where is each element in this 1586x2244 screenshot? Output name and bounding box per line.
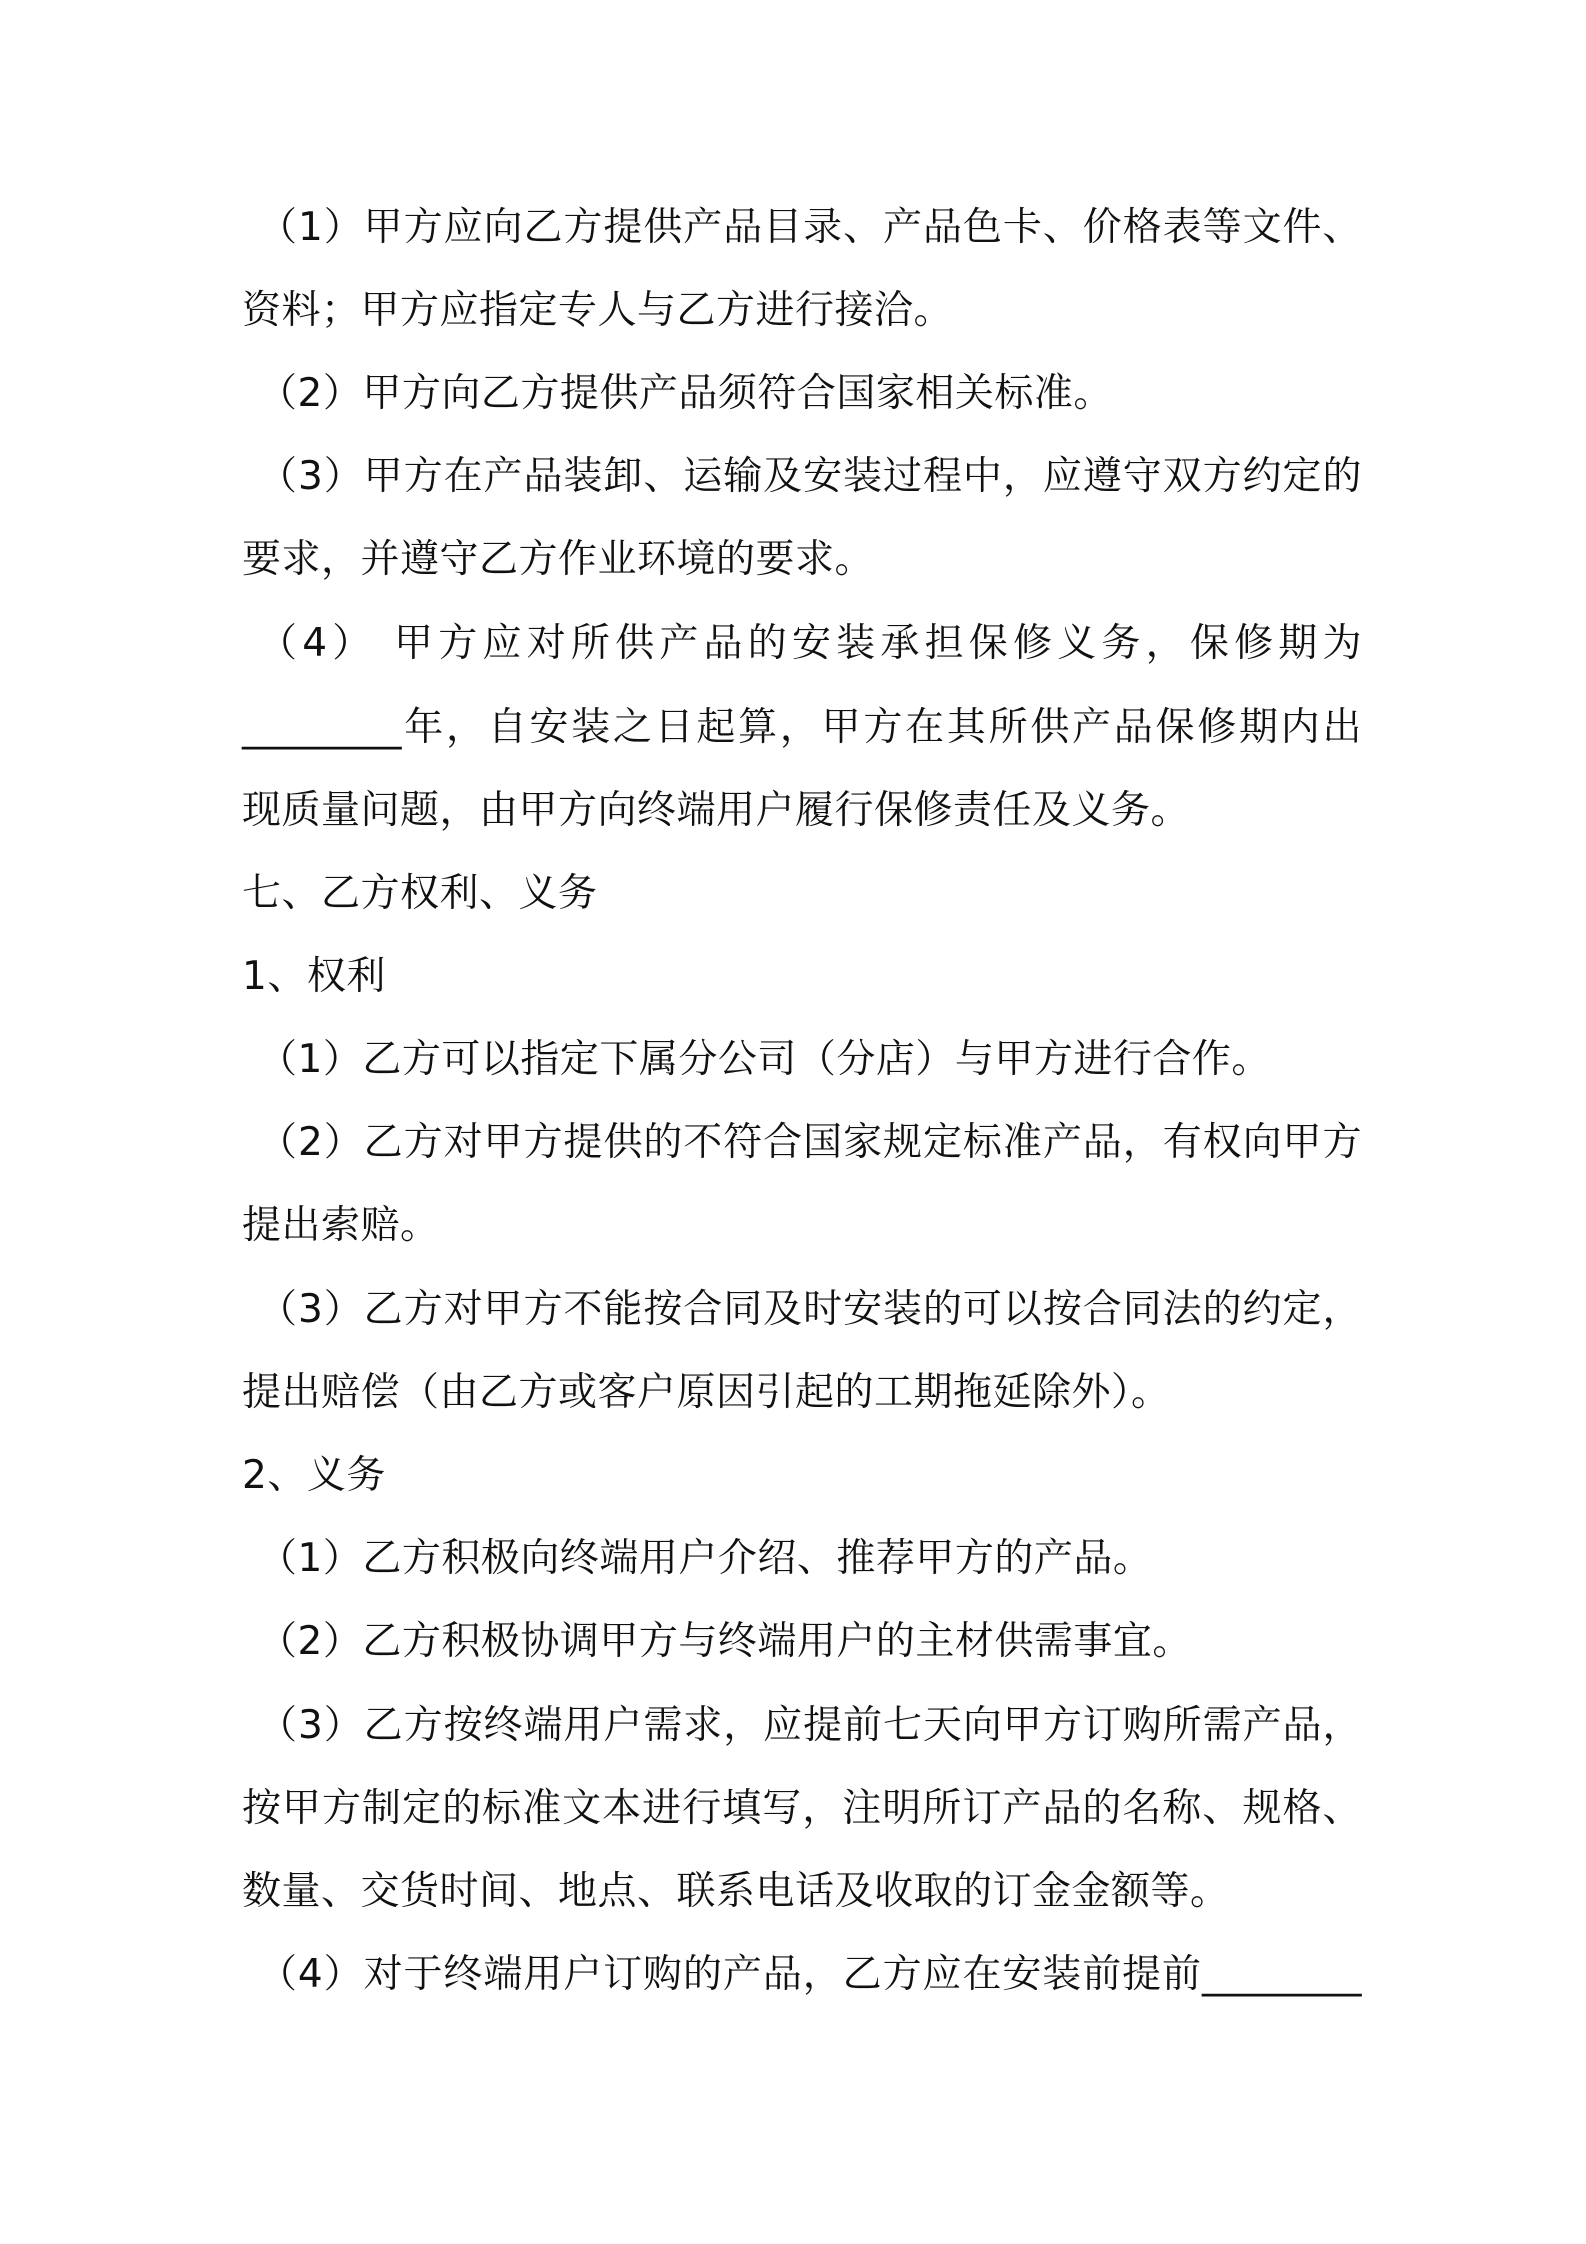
section-heading: 七、乙方权利、义务 [242,871,598,916]
paragraph-line: 按甲方制定的标准文本进行填写，注明所订产品的名称、规格、 [242,1786,1362,1831]
paragraph-line: ________年，自安装之日起算，甲方在其所供产品保修期内出 [242,705,1362,750]
paragraph-line: （4） 甲方应对所供产品的安装承担保修义务，保修期为 [258,621,1362,666]
subsection-heading: 2、义务 [242,1453,386,1498]
paragraph-line: （2）乙方对甲方提供的不符合国家规定标准产品，有权向甲方 [258,1120,1362,1165]
subsection-heading: 1、权利 [242,954,386,999]
paragraph-line: （3）乙方对甲方不能按合同及时安装的可以按合同法的约定， [258,1287,1362,1332]
paragraph-line: 提出索赔。 [242,1203,440,1248]
paragraph-line: 提出赔偿（由乙方或客户原因引起的工期拖延除外）。 [242,1370,1171,1415]
paragraph-line: （4）对于终端用户订购的产品，乙方应在安装前提前________ [258,1952,1362,1997]
paragraph-line: 数量、交货时间、地点、联系电话及收取的订金金额等。 [242,1869,1230,1914]
paragraph-line: 要求，并遵守乙方作业环境的要求。 [242,537,875,582]
paragraph-line: （3）乙方按终端用户需求，应提前七天向甲方订购所需产品， [258,1703,1362,1748]
paragraph-line: （2）乙方积极协调甲方与终端用户的主材供需事宜。 [258,1619,1192,1664]
paragraph-line: （1）乙方可以指定下属分公司（分店）与甲方进行合作。 [258,1037,1271,1082]
paragraph-line: 现质量问题，由甲方向终端用户履行保修责任及义务。 [242,788,1191,833]
paragraph-line: （1）乙方积极向终端用户介绍、推荐甲方的产品。 [258,1536,1153,1581]
paragraph-line: （1）甲方应向乙方提供产品目录、产品色卡、价格表等文件、 [258,205,1362,250]
paragraph-line: 资料；甲方应指定专人与乙方进行接洽。 [242,288,954,333]
paragraph-line: （2）甲方向乙方提供产品须符合国家相关标准。 [258,371,1113,416]
paragraph-line: （3）甲方在产品装卸、运输及安装过程中，应遵守双方约定的 [258,454,1362,499]
